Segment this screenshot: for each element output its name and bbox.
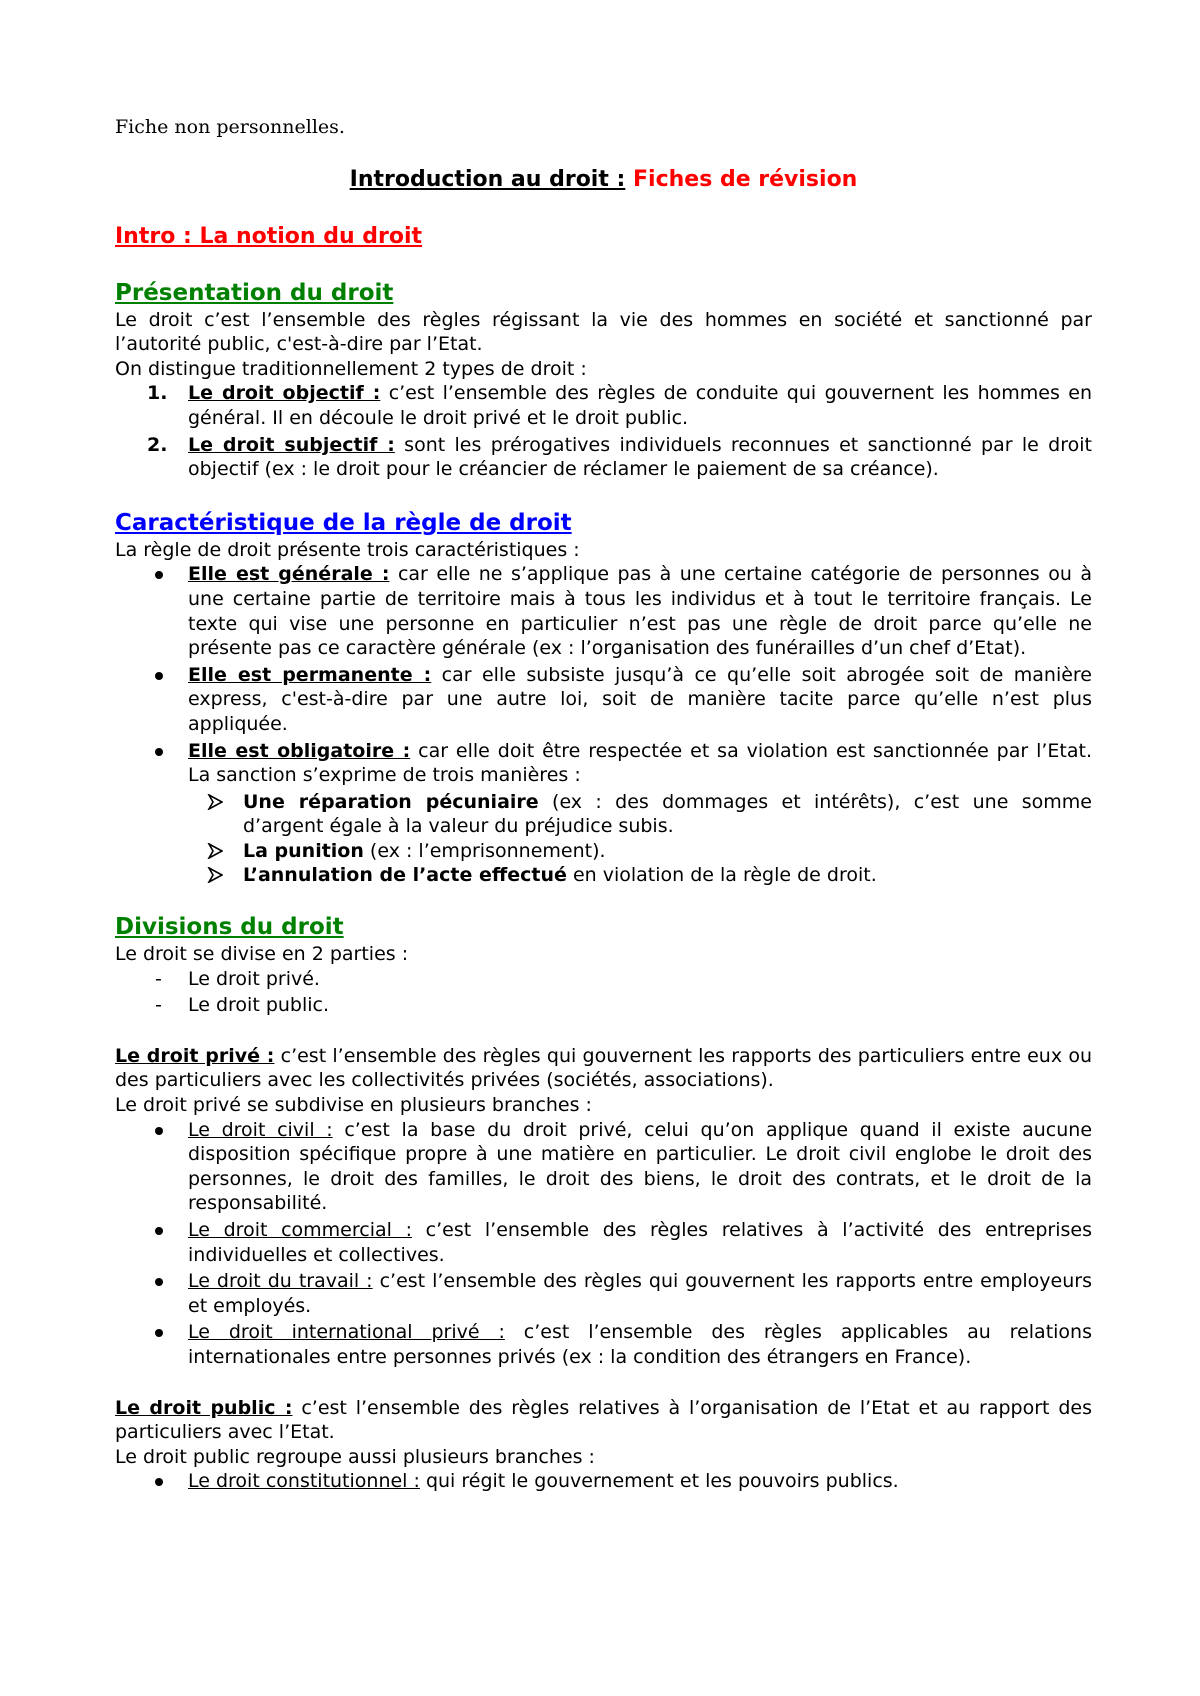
caracteristique-list xyxy=(115,562,1092,787)
list-item xyxy=(115,1320,1092,1369)
droit-prive-branches xyxy=(115,1118,1092,1370)
droit-public-para xyxy=(115,1396,1092,1445)
bullet-icon xyxy=(155,1127,163,1135)
item-term: Elle est permanente : xyxy=(188,663,432,686)
caracteristique-heading: Caractéristique de la règle de droit xyxy=(115,509,572,536)
title-main: Introduction au droit : xyxy=(349,166,626,192)
item-text: Le droit public. xyxy=(188,994,330,1017)
list-item xyxy=(115,967,1092,992)
droit-prive-para xyxy=(115,1044,1092,1093)
arrow-bullet-icon xyxy=(207,843,223,859)
list-item xyxy=(115,739,1092,788)
divisions-intro: Le droit se divise en 2 parties : xyxy=(115,943,409,966)
item-text: Le droit privé. xyxy=(188,967,320,990)
list-item xyxy=(115,839,1092,864)
item-term: La punition xyxy=(243,839,364,862)
sanctions-list xyxy=(115,790,1092,888)
list-item xyxy=(115,663,1092,737)
item-text: (ex : des dommages et intérêts), c’est une somme d’argent égale à la valeur du préjudice subis. xyxy=(243,790,1092,838)
item-text: sont les prérogatives individuels reconnues et sanctionné par le droit objectif (ex : le droit pour le créancier de réclamer le paiement de sa créance). xyxy=(188,433,1092,481)
item-text: car elle ne s’applique pas à une certaine catégorie de personnes ou à une certaine partie de territoire mais à tous les individus et à tout le territoire français. Le texte qui vise une personne en particulier n’est pas une règle de droit parce qu’elle ne présente pas ce caractère générale (ex : l’organisation des funérailles d’un chef d’Etat). xyxy=(188,563,1092,660)
item-text: c’est l’ensemble des règles applicables au relations internationales entre personnes privés (ex : la condition des étrangers en France). xyxy=(188,1321,1092,1368)
bullet-icon xyxy=(155,1329,163,1337)
droit-types-list xyxy=(115,381,1092,481)
droit-public-sub-intro: Le droit public regroupe aussi plusieurs branches : xyxy=(115,1445,595,1468)
presentation-para: Le droit c’est l’ensemble des règles régissant la vie des hommes en société et sanctionné par l’autorité public, c'est-à-dire par l’Etat. xyxy=(115,308,1092,356)
bullet-icon xyxy=(155,1227,163,1235)
list-item xyxy=(115,1218,1092,1267)
list-number: 2. xyxy=(147,433,168,456)
list-item xyxy=(115,1269,1092,1318)
list-item xyxy=(115,381,1092,430)
list-item xyxy=(115,863,1092,888)
item-text: (ex : l’emprisonnement). xyxy=(363,839,606,862)
item-term: Le droit subjectif : xyxy=(188,433,395,456)
bullet-icon xyxy=(155,1478,163,1486)
droit-public-term: Le droit public : xyxy=(115,1396,293,1419)
item-term: Le droit civil : xyxy=(188,1118,333,1141)
item-text: qui régit le gouvernement et les pouvoirs publics. xyxy=(419,1470,899,1493)
bullet-icon xyxy=(155,748,163,756)
caracteristique-intro: La règle de droit présente trois caractéristiques : xyxy=(115,538,580,561)
divisions-heading: Divisions du droit xyxy=(115,914,344,941)
bullet-icon xyxy=(155,672,163,680)
list-item xyxy=(115,1118,1092,1216)
item-term: Elle est obligatoire : xyxy=(188,739,411,762)
intro-heading: Intro : La notion du droit xyxy=(115,223,423,249)
item-term: Le droit du travail : xyxy=(188,1270,373,1293)
droit-public-branches xyxy=(115,1469,1092,1494)
droit-public-text: c’est l’ensemble des règles relatives à l’organisation de l’Etat et au rapport des particuliers avec l’Etat. xyxy=(115,1396,1093,1444)
arrow-bullet-icon xyxy=(207,794,223,810)
list-item xyxy=(115,993,1092,1018)
list-number: 1. xyxy=(147,382,168,405)
item-term: Une réparation pécuniaire xyxy=(243,790,539,813)
note: Fiche non personnelles. xyxy=(115,116,345,138)
title-accent: Fiches de révision xyxy=(633,166,858,192)
divisions-parts-list xyxy=(115,967,1092,1018)
list-item xyxy=(115,562,1092,660)
item-text: car elle doit être respectée et sa violation est sanctionnée par l’Etat. La sanction s’exprime de trois manières : xyxy=(188,739,1092,787)
item-term: Le droit commercial : xyxy=(188,1219,412,1241)
item-term: L’annulation de l’acte effectué xyxy=(243,864,567,887)
presentation-types-intro: On distingue traditionnellement 2 types de droit : xyxy=(115,357,587,380)
document-body xyxy=(115,115,1092,1496)
list-item xyxy=(115,1469,1092,1494)
bullet-icon xyxy=(155,1278,163,1286)
item-text: c’est l’ensemble des règles de conduite qui gouvernent les hommes en général. Il en découle le droit privé et le droit public. xyxy=(188,382,1092,429)
item-text: c’est l’ensemble des règles relatives à l’activité des entreprises individuelles et collectives. xyxy=(188,1219,1092,1266)
bullet-icon xyxy=(155,571,163,579)
item-term: Le droit international privé : xyxy=(188,1321,505,1344)
item-term: Elle est générale : xyxy=(188,563,390,586)
droit-prive-text: c’est l’ensemble des règles qui gouvernent les rapports des particuliers entre eux ou des particuliers avec les collectivités privées (sociétés, associations). xyxy=(115,1044,1092,1092)
dash-bullet: - xyxy=(155,994,162,1017)
arrow-bullet-icon xyxy=(207,867,223,883)
item-text: car elle subsiste jusqu’à ce qu’elle soit abrogée soit de manière express, c'est-à-dire par une autre loi, soit de manière tacite parce qu’elle n’est plus appliquée. xyxy=(188,663,1092,735)
item-text: c’est l’ensemble des règles qui gouvernent les rapports entre employeurs et employés. xyxy=(188,1270,1092,1317)
item-text: en violation de la règle de droit. xyxy=(566,864,877,887)
droit-prive-term: Le droit privé : xyxy=(115,1044,275,1067)
page-title xyxy=(115,166,1092,194)
item-term: Le droit constitutionnel : xyxy=(188,1470,420,1493)
droit-prive-sub-intro: Le droit privé se subdivise en plusieurs branches : xyxy=(115,1094,592,1117)
presentation-heading: Présentation du droit xyxy=(115,279,394,306)
dash-bullet: - xyxy=(155,967,162,990)
item-term: Le droit objectif : xyxy=(188,382,381,405)
list-item xyxy=(115,433,1092,482)
list-item xyxy=(115,790,1092,839)
item-text: c’est la base du droit privé, celui qu’on applique quand il existe aucune disposition spécifique propre à une matière en particulier. Le droit civil englobe le droit des personnes, le droit des familles, le droit des biens, le droit des contrats, et le droit de la responsabilité. xyxy=(188,1118,1093,1215)
